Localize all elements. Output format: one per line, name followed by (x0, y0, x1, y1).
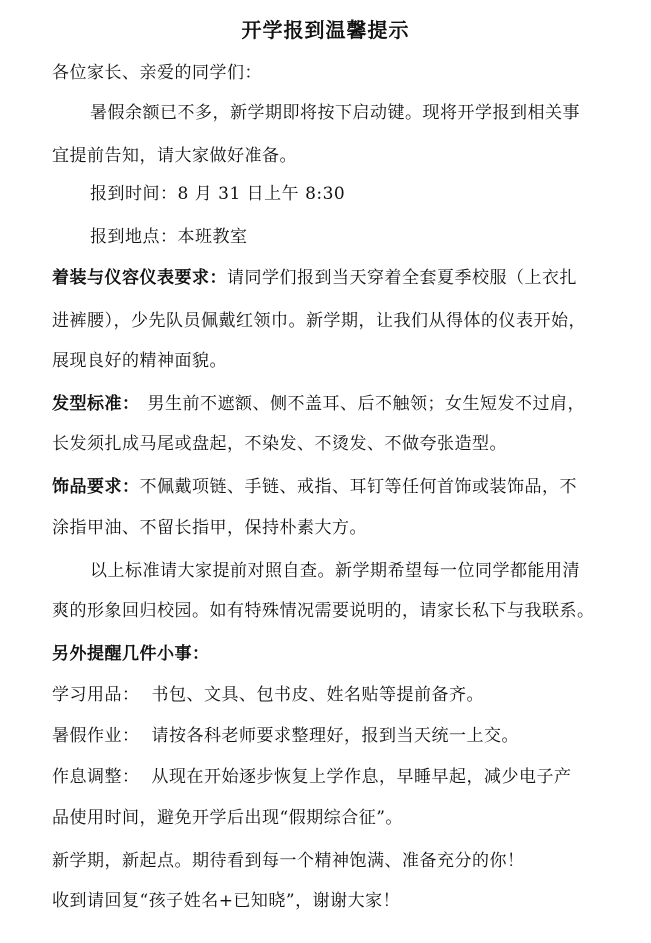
closing-line-2: 爽的形象回归校园。如有特殊情况需要说明的，请家长私下与我联系。 (52, 601, 595, 621)
report-time: 报到时间：8 月 31 日上午 8:30 (90, 184, 346, 204)
greeting: 各位家长、亲爱的同学们： (52, 63, 262, 83)
hair-standard-text: 男生前不遮额、侧不盖耳、后不触领；女生短发不过肩， (147, 394, 585, 414)
reminders-heading: 另外提醒几件小事： (52, 644, 210, 664)
document-title: 开学报到温馨提示 (241, 18, 410, 42)
homework-text: 请按各科老师要求整理好，报到当天统一上交。 (151, 726, 519, 746)
dress-code-text: 请同学们报到当天穿着全套夏季校服（上衣扎 (227, 268, 577, 288)
homework-item (52, 725, 519, 747)
dress-code-line-3: 展现良好的精神面貌。 (52, 351, 227, 371)
jewelry-label: 饰品要求： (52, 477, 140, 497)
reply-instruction: 收到请回复“孩子姓名+已知晓”，谢谢大家！ (52, 891, 401, 911)
hair-standard-line-2: 长发须扎成马尾或盘起，不染发、不烫发、不做夸张造型。 (52, 434, 507, 454)
hair-standard-label: 发型标准： (52, 394, 140, 414)
dress-code-line-2: 进裤腰），少先队员佩戴红领巾。新学期，让我们从得体的仪表开始， (52, 311, 586, 331)
homework-label: 暑假作业： (52, 726, 140, 746)
routine-text: 从现在开始逐步恢复上学作息，早睡早起，减少电子产 (151, 767, 572, 787)
routine-line-2: 品使用时间，避免开学后出现“假期综合征”。 (52, 808, 403, 828)
jewelry-line-2: 涂指甲油、不留长指甲，保持朴素大方。 (52, 518, 367, 538)
intro-line-2: 宜提前告知，请大家做好准备。 (52, 146, 297, 166)
supplies-label: 学习用品： (52, 685, 140, 705)
intro-line-1: 暑假余额已不多，新学期即将按下启动键。现将开学报到相关事 (90, 103, 580, 123)
routine-item (52, 766, 572, 788)
routine-label: 作息调整： (52, 767, 140, 787)
supplies-item (52, 684, 484, 706)
jewelry-text: 不佩戴项链、手链、戒指、耳钉等任何首饰或装饰品，不 (139, 477, 577, 497)
supplies-text: 书包、文具、包书皮、姓名贴等提前备齐。 (151, 685, 484, 705)
report-place: 报到地点：本班教室 (90, 227, 248, 247)
hair-standard-paragraph (52, 393, 585, 415)
wish-line: 新学期，新起点。期待看到每一个精神饱满、准备充分的你！ (52, 851, 525, 871)
dress-code-paragraph (52, 267, 577, 289)
dress-code-label: 着装与仪容仪表要求： (52, 268, 227, 288)
jewelry-paragraph (52, 476, 577, 498)
closing-line-1: 以上标准请大家提前对照自查。新学期希望每一位同学都能用清 (90, 561, 580, 581)
